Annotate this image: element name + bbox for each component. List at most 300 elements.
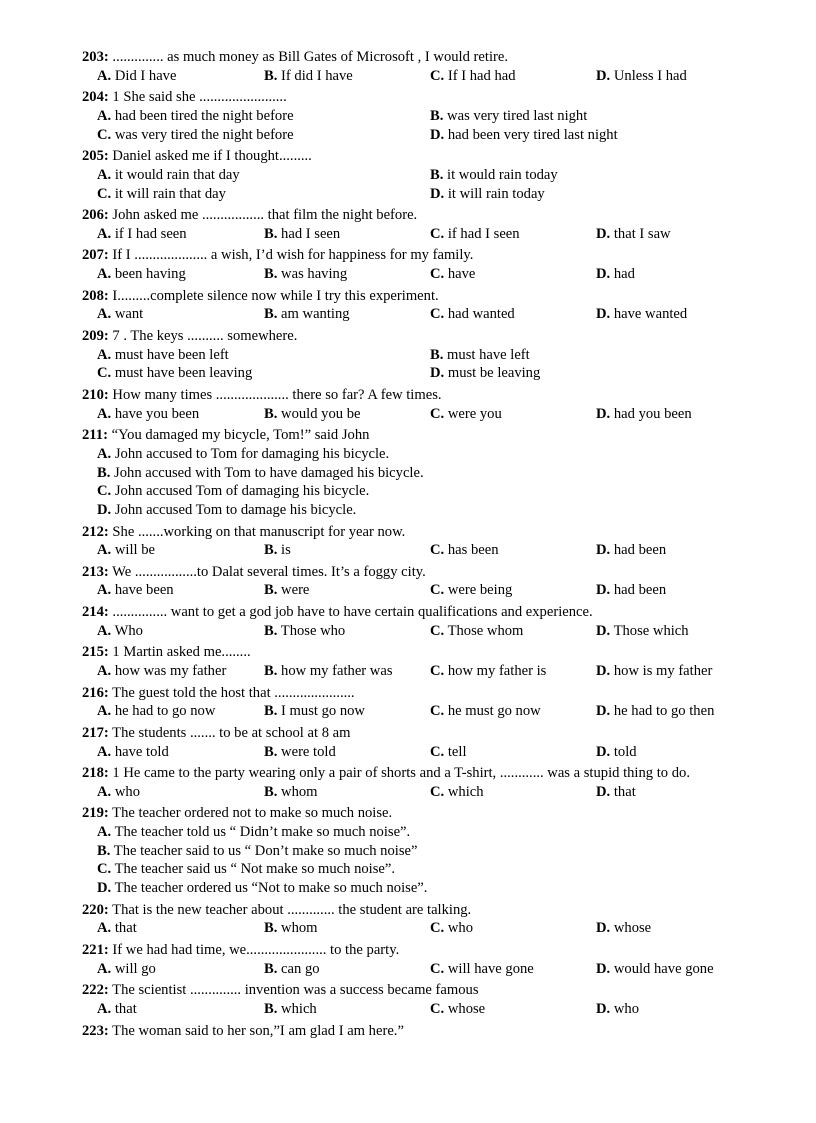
question-number: 206: — [82, 207, 109, 224]
option-text: must have been leaving — [114, 365, 253, 382]
option-text: had been very tired last night — [447, 126, 618, 143]
question-item — [82, 48, 782, 85]
option-text: was having — [281, 266, 348, 283]
option-letter: C. — [430, 67, 445, 84]
question-stem — [82, 603, 782, 622]
answer-option — [596, 67, 687, 86]
question-text: She .......working on that manuscript for year now. — [108, 523, 406, 540]
answer-option — [596, 225, 671, 244]
option-text: Did I have — [114, 67, 177, 84]
option-letter: A. — [97, 445, 112, 462]
answer-option — [596, 581, 666, 600]
option-text: that — [114, 1000, 137, 1017]
option-text: had been — [613, 542, 667, 559]
option-text: have wanted — [613, 306, 688, 323]
answer-option — [596, 622, 689, 641]
option-text: have — [447, 266, 476, 283]
option-letter: D. — [430, 126, 445, 143]
question-text: If we had had time, we...................... to the party. — [108, 941, 400, 958]
question-stem — [82, 147, 782, 166]
option-letter: B. — [264, 405, 278, 422]
answer-option — [97, 364, 252, 383]
answer-option — [264, 305, 350, 324]
question-text: We .................to Dalat several times. It’s a foggy city. — [108, 563, 426, 580]
answer-option — [97, 1000, 137, 1019]
option-letter: A. — [97, 306, 112, 323]
option-letter: B. — [264, 622, 278, 639]
option-letter: D. — [596, 67, 611, 84]
option-letter: D. — [596, 266, 611, 283]
answer-option — [264, 265, 347, 284]
answer-option — [97, 743, 169, 762]
option-letter: C. — [430, 703, 445, 720]
option-letter: C. — [430, 266, 445, 283]
question-stem — [82, 981, 782, 1000]
option-letter: D. — [596, 225, 611, 242]
options-row — [82, 842, 782, 861]
options-row — [82, 823, 782, 842]
option-letter: D. — [97, 501, 112, 518]
option-letter: C. — [430, 542, 445, 559]
option-text: must have been left — [114, 346, 229, 363]
option-text: was very tired the night before — [114, 126, 294, 143]
answer-option — [264, 67, 353, 86]
option-text: whose — [613, 920, 652, 937]
option-letter: C. — [430, 582, 445, 599]
option-letter: D. — [430, 185, 445, 202]
question-number: 205: — [82, 148, 109, 165]
option-letter: A. — [97, 663, 112, 679]
option-letter: C. — [97, 365, 112, 382]
option-text: who — [613, 1000, 639, 1017]
question-stem — [82, 386, 782, 405]
option-letter: A. — [97, 960, 112, 977]
option-letter: A. — [97, 582, 112, 599]
option-text: that — [114, 920, 137, 937]
option-letter: D. — [430, 365, 445, 382]
question-item — [82, 246, 782, 283]
option-text: want — [114, 306, 144, 323]
question-number: 212: — [82, 523, 109, 540]
question-number: 210: — [82, 386, 109, 403]
question-item — [82, 724, 782, 761]
option-letter: B. — [264, 1000, 278, 1017]
question-item — [82, 603, 782, 640]
answer-option — [97, 166, 240, 185]
options-row — [82, 185, 782, 204]
options-row — [82, 743, 782, 762]
question-number: 208: — [82, 287, 109, 304]
question-stem — [82, 724, 782, 743]
answer-option — [264, 743, 336, 762]
answer-option — [264, 225, 340, 244]
question-number: 221: — [82, 941, 109, 958]
option-letter: D. — [596, 743, 611, 760]
option-text: whom — [281, 920, 318, 937]
option-text: if I had seen — [114, 225, 187, 242]
option-text: if had I seen — [447, 225, 520, 242]
option-text: had been tired the night before — [114, 107, 294, 124]
option-text: The teacher said to us “ Don’t make so much noise” — [113, 842, 418, 859]
option-letter: C. — [97, 483, 112, 500]
question-item — [82, 684, 782, 721]
option-letter: B. — [97, 842, 111, 859]
answer-option — [97, 960, 156, 979]
question-item — [82, 327, 782, 383]
answer-option — [97, 305, 143, 324]
option-text: it would rain that day — [114, 166, 240, 183]
answer-option — [430, 960, 534, 979]
answer-option — [97, 541, 155, 560]
question-number: 204: — [82, 89, 109, 106]
option-text: have been — [114, 582, 174, 599]
answer-option — [97, 919, 137, 938]
answer-option — [264, 405, 361, 424]
answer-option — [430, 743, 467, 762]
option-text: were — [281, 582, 310, 599]
option-letter: A. — [97, 405, 112, 422]
question-item — [82, 901, 782, 938]
answer-option — [430, 919, 473, 938]
option-text: John accused with Tom to have damaged his bicycle. — [114, 464, 424, 481]
question-item — [82, 523, 782, 560]
option-letter: B. — [264, 743, 278, 760]
answer-option — [97, 67, 176, 86]
question-number: 220: — [82, 901, 109, 918]
answer-option — [596, 1000, 639, 1019]
option-letter: B. — [264, 920, 278, 937]
question-number: 213: — [82, 563, 109, 580]
option-letter: C. — [430, 225, 445, 242]
answer-option — [97, 860, 395, 879]
option-text: must be leaving — [447, 365, 541, 382]
answer-option — [264, 783, 318, 802]
option-letter: B. — [264, 67, 278, 84]
answer-option — [430, 581, 512, 600]
option-letter: C. — [97, 185, 112, 202]
option-text: had — [613, 266, 635, 283]
question-item — [82, 88, 782, 144]
options-row — [82, 482, 782, 501]
question-stem — [82, 804, 782, 823]
option-text: I must go now — [281, 703, 365, 720]
option-letter: D. — [596, 622, 611, 639]
options-row — [82, 305, 782, 324]
option-text: who — [114, 783, 140, 800]
option-text: how my father is — [447, 663, 547, 679]
question-text: That is the new teacher about ............. the student are talking. — [108, 901, 472, 918]
answer-option — [264, 919, 318, 938]
question-number: 218: — [82, 765, 109, 782]
answer-option — [97, 185, 226, 204]
option-text: were you — [447, 405, 502, 422]
option-text: tell — [447, 743, 467, 760]
question-item — [82, 981, 782, 1018]
option-letter: C. — [430, 743, 445, 760]
option-letter: C. — [430, 920, 445, 937]
option-text: will go — [114, 960, 156, 977]
option-letter: C. — [430, 405, 445, 422]
options-row — [82, 445, 782, 464]
question-text: .............. as much money as Bill Gates of Microsoft , I would retire. — [108, 49, 508, 65]
option-text: how is my father — [613, 663, 713, 679]
question-text: “You damaged my bicycle, Tom!” said John — [107, 427, 370, 444]
option-text: how was my father — [114, 663, 227, 679]
options-row — [82, 405, 782, 424]
question-text: 1 She said she ........................ — [108, 89, 287, 106]
question-stem — [82, 1022, 782, 1041]
option-letter: B. — [264, 960, 278, 977]
options-row — [82, 464, 782, 483]
answer-option — [430, 405, 502, 424]
question-text: The scientist .............. invention was a success became famous — [108, 982, 479, 999]
option-text: Those who — [280, 622, 346, 639]
answer-option — [97, 622, 143, 641]
question-text: I.........complete silence now while I try this experiment. — [108, 287, 439, 304]
option-letter: A. — [97, 225, 112, 242]
question-item — [82, 287, 782, 324]
option-text: will have gone — [447, 960, 534, 977]
option-text: has been — [447, 542, 499, 559]
option-letter: A. — [97, 266, 112, 283]
option-letter: B. — [430, 166, 444, 183]
options-row — [82, 166, 782, 185]
question-stem — [82, 764, 782, 783]
question-text: If I .................... a wish, I’d wish for happiness for my family. — [108, 247, 474, 264]
option-text: whose — [447, 1000, 486, 1017]
answer-option — [97, 662, 226, 681]
question-item — [82, 804, 782, 897]
option-text: it would rain today — [447, 166, 558, 183]
option-letter: A. — [97, 743, 112, 760]
answer-option — [264, 662, 393, 681]
question-item — [82, 426, 782, 519]
question-number: 203: — [82, 49, 109, 65]
question-stem — [82, 941, 782, 960]
answer-option — [97, 445, 389, 464]
option-text: have told — [114, 743, 169, 760]
option-letter: A. — [97, 824, 112, 841]
option-text: which — [281, 1000, 317, 1017]
option-text: it will rain today — [447, 185, 545, 202]
options-row — [82, 879, 782, 898]
question-item — [82, 1022, 782, 1041]
option-text: were told — [281, 743, 336, 760]
option-letter: A. — [97, 703, 112, 720]
question-stem — [82, 901, 782, 920]
answer-option — [97, 126, 294, 145]
answer-option — [97, 107, 294, 126]
question-text: The guest told the host that ...................... — [108, 684, 355, 701]
answer-option — [97, 581, 174, 600]
option-text: If did I have — [281, 67, 353, 84]
question-text: The woman said to her son,”I am glad I am here.” — [108, 1022, 404, 1039]
option-text: how my father was — [281, 663, 393, 679]
option-text: The teacher ordered us “Not to make so much noise”. — [114, 880, 428, 897]
option-letter: C. — [430, 783, 445, 800]
question-number: 207: — [82, 247, 109, 264]
option-letter: A. — [97, 107, 112, 124]
answer-option — [264, 622, 345, 641]
option-text: would have gone — [613, 960, 714, 977]
option-letter: D. — [596, 920, 611, 937]
option-text: he had to go then — [613, 703, 715, 720]
options-row — [82, 702, 782, 721]
question-number: 215: — [82, 644, 109, 661]
answer-option — [596, 662, 712, 681]
question-number: 214: — [82, 604, 109, 621]
option-text: Those which — [613, 622, 689, 639]
option-text: were being — [447, 582, 513, 599]
question-stem — [82, 246, 782, 265]
option-text: will be — [114, 542, 155, 559]
option-text: John accused to Tom for damaging his bicycle. — [114, 445, 390, 462]
question-text: The students ....... to be at school at 8 am — [108, 724, 351, 741]
option-text: am wanting — [281, 306, 350, 323]
option-text: told — [613, 743, 637, 760]
option-letter: B. — [264, 225, 278, 242]
option-letter: A. — [97, 542, 112, 559]
answer-option — [430, 541, 499, 560]
question-item — [82, 643, 782, 680]
question-stem — [82, 426, 782, 445]
option-letter: C. — [430, 960, 445, 977]
answer-option — [596, 743, 637, 762]
option-text: that — [613, 783, 636, 800]
option-letter: B. — [264, 783, 278, 800]
answer-option — [430, 126, 618, 145]
option-text: must have left — [447, 346, 530, 363]
answer-option — [430, 1000, 485, 1019]
option-letter: B. — [264, 306, 278, 323]
option-text: had you been — [613, 405, 692, 422]
option-letter: C. — [430, 663, 445, 679]
option-letter: D. — [596, 405, 611, 422]
answer-option — [430, 67, 516, 86]
option-text: had I seen — [281, 225, 341, 242]
answer-option — [97, 405, 199, 424]
answer-option — [430, 346, 530, 365]
options-row — [82, 662, 782, 681]
answer-option — [430, 702, 541, 721]
answer-option — [596, 541, 666, 560]
option-letter: B. — [264, 266, 278, 283]
question-text: How many times .................... there so far? A few times. — [108, 386, 442, 403]
answer-option — [596, 783, 636, 802]
question-item — [82, 764, 782, 801]
answer-option — [596, 305, 687, 324]
option-letter: D. — [596, 306, 611, 323]
answer-option — [97, 265, 186, 284]
answer-option — [264, 960, 320, 979]
option-text: Those whom — [447, 622, 524, 639]
question-stem — [82, 563, 782, 582]
option-text: The teacher told us “ Didn’t make so much noise”. — [114, 824, 411, 841]
options-row — [82, 860, 782, 879]
question-stem — [82, 88, 782, 107]
answer-option — [264, 702, 365, 721]
question-text: 7 . The keys .......... somewhere. — [108, 327, 298, 344]
question-text: 1 Martin asked me........ — [108, 644, 251, 661]
options-row — [82, 960, 782, 979]
answer-option — [430, 622, 523, 641]
option-text: is — [281, 542, 291, 559]
question-item — [82, 386, 782, 423]
option-text: been having — [114, 266, 186, 283]
question-number: 223: — [82, 1022, 109, 1039]
option-letter: A. — [97, 346, 112, 363]
option-letter: D. — [596, 1000, 611, 1017]
option-letter: D. — [596, 542, 611, 559]
options-row — [82, 265, 782, 284]
option-letter: D. — [97, 880, 112, 897]
options-row — [82, 501, 782, 520]
answer-option — [97, 482, 369, 501]
answer-option — [430, 185, 545, 204]
answer-option — [97, 464, 424, 483]
answer-option — [596, 405, 692, 424]
options-row — [82, 126, 782, 145]
options-row — [82, 1000, 782, 1019]
option-text: Unless I had — [613, 67, 687, 84]
question-stem — [82, 287, 782, 306]
answer-option — [430, 364, 540, 383]
question-item — [82, 941, 782, 978]
options-row — [82, 225, 782, 244]
options-row — [82, 581, 782, 600]
option-text: which — [447, 783, 484, 800]
question-number: 222: — [82, 982, 109, 999]
question-item — [82, 206, 782, 243]
option-text: who — [447, 920, 473, 937]
answer-option — [596, 702, 714, 721]
question-number: 219: — [82, 805, 109, 822]
question-number: 217: — [82, 724, 109, 741]
answer-option — [430, 166, 558, 185]
options-row — [82, 783, 782, 802]
answer-option — [97, 225, 187, 244]
option-letter: C. — [97, 861, 112, 878]
answer-option — [430, 265, 475, 284]
option-letter: D. — [596, 960, 611, 977]
option-text: If I had had — [447, 67, 516, 84]
answer-option — [430, 107, 587, 126]
question-text: The teacher ordered not to make so much noise. — [108, 805, 393, 822]
answer-option — [97, 501, 356, 520]
option-text: would you be — [281, 405, 361, 422]
option-letter: A. — [97, 166, 112, 183]
option-text: was very tired last night — [447, 107, 588, 124]
exercise-document — [82, 48, 782, 1043]
option-letter: B. — [264, 542, 278, 559]
question-text: John asked me ................. that film the night before. — [108, 207, 418, 224]
question-text: Daniel asked me if I thought......... — [108, 148, 312, 165]
question-number: 216: — [82, 684, 109, 701]
option-letter: B. — [430, 346, 444, 363]
question-number: 209: — [82, 327, 109, 344]
answer-option — [97, 879, 427, 898]
answer-option — [264, 1000, 317, 1019]
option-text: he had to go now — [114, 703, 216, 720]
answer-option — [430, 783, 484, 802]
options-row — [82, 346, 782, 365]
answer-option — [264, 541, 291, 560]
answer-option — [97, 842, 417, 861]
question-stem — [82, 327, 782, 346]
question-item — [82, 147, 782, 203]
options-row — [82, 107, 782, 126]
answer-option — [596, 960, 714, 979]
